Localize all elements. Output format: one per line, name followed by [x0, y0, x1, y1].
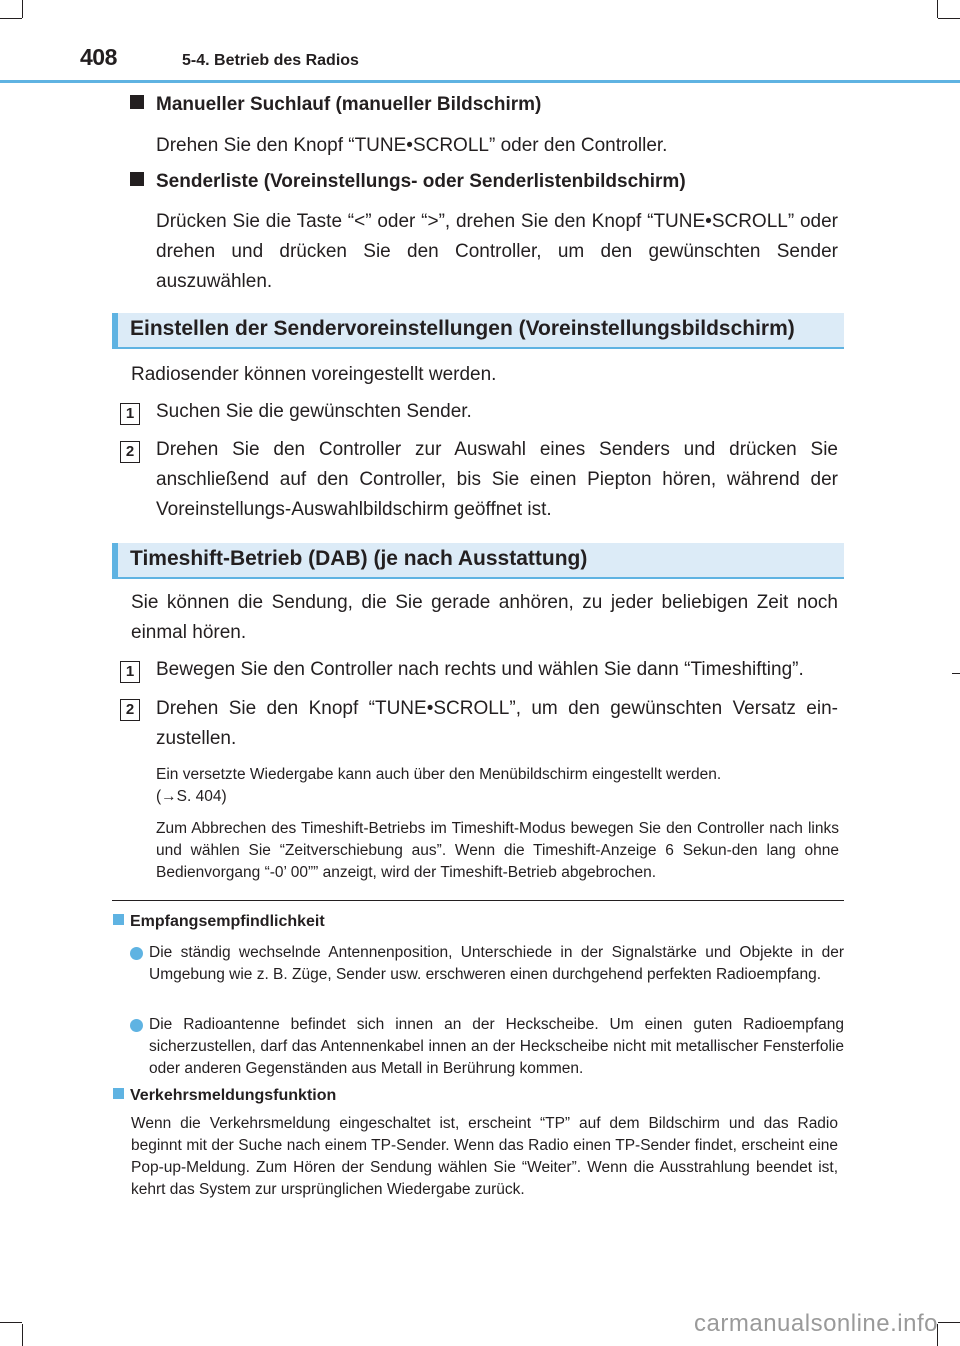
- page-reference: (→S. 404): [156, 788, 227, 805]
- manual-search-text: Drehen Sie den Knopf “TUNE•SCROLL” oder den Controller.: [156, 135, 668, 156]
- traffic-heading: [113, 1087, 336, 1105]
- presets-banner-title: Einstellen der Sendervoreinstellungen (Voreinstellungsbildschirm): [130, 317, 795, 340]
- timeshift-note-1: [156, 764, 846, 808]
- timeshift-intro: Sie können die Sendung, die Sie gerade anhören, zu jeder beliebigen Zeit noch einmal hören.: [131, 592, 838, 643]
- timeshift-banner: [112, 543, 844, 579]
- timeshift-banner-title: Timeshift-Betrieb (DAB) (je nach Ausstattung): [130, 547, 588, 570]
- timeshift-note-1-line-1: Ein versetzte Wiedergabe kann auch über den Menübildschirm eingestellt werden.: [156, 766, 722, 783]
- traffic-heading-text: Verkehrsmeldungsfunktion: [130, 1087, 337, 1104]
- bullet-dot-icon: [130, 947, 143, 960]
- reception-heading: [113, 913, 325, 931]
- station-list-heading-text: Senderliste (Voreinstellungs- oder Senderlistenbildschirm): [156, 171, 686, 192]
- reception-bullet-1: Die ständig wechselnde Antennenposition, Unterschiede in der Signalstärke und Objekte in der Umgebung wie z. B. Züge, Sender usw. erschweren einen durchgehend perfekten Radioempfang.: [149, 944, 844, 983]
- crop-mark: [938, 18, 960, 19]
- step-number: 2: [120, 441, 140, 463]
- presets-intro: Radiosender können voreingestellt werden.: [131, 364, 497, 385]
- section-divider: [112, 900, 844, 901]
- square-bullet-icon: [130, 95, 144, 109]
- presets-banner: [112, 313, 844, 349]
- crop-mark: [938, 1322, 960, 1323]
- reception-heading-text: Empfangsempfindlichkeit: [130, 913, 325, 930]
- timeshift-note-2: Zum Abbrechen des Timeshift-Betriebs im Timeshift-Modus bewegen Sie den Controller nach links und wählen Sie “Zeitverschiebung aus”. Wenn die Timeshift-Anzeige 6 Sekun-den lang ohne Bedienvorgang “-0’ 00”” anzeigt, wird der Timeshift-Betrieb abgebrochen.: [156, 820, 839, 881]
- crop-mark: [22, 1324, 23, 1346]
- crop-mark: [0, 1322, 22, 1323]
- station-list-heading: [130, 171, 686, 193]
- square-bullet-icon: [113, 1088, 124, 1099]
- header-rule: [0, 80, 960, 83]
- step-number: 1: [120, 403, 140, 425]
- presets-step-2: Drehen Sie den Controller zur Auswahl eines Senders und drücken Sie anschließend auf den Controller, bis Sie einen Piepton hören, während der Voreinstellungs-Auswahlbildschirm geöffnet ist.: [156, 439, 838, 520]
- square-bullet-icon: [113, 914, 124, 925]
- presets-step-1: Suchen Sie die gewünschten Sender.: [156, 401, 472, 422]
- crop-mark: [22, 0, 23, 18]
- page-number: 408: [80, 44, 117, 70]
- step-number: 1: [120, 661, 140, 683]
- timeshift-step-2: Drehen Sie den Knopf “TUNE•SCROLL”, um den gewünschten Versatz ein-zustellen.: [156, 698, 838, 749]
- step-number: 2: [120, 699, 140, 721]
- manual-search-heading: [130, 94, 541, 116]
- square-bullet-icon: [130, 172, 144, 186]
- crop-mark: [0, 18, 22, 19]
- reception-bullet-2: Die Radioantenne befindet sich innen an der Heckscheibe. Um einen guten Radioempfang sicherzustellen, darf das Antennenkabel innen an der Heckscheibe nicht mit metallischer Fensterfolie oder anderen Gegenständen aus Metall in Berührung kommen.: [149, 1016, 844, 1077]
- manual-search-heading-text: Manueller Suchlauf (manueller Bildschirm): [156, 94, 542, 115]
- crop-mark: [937, 0, 938, 18]
- timeshift-step-1: Bewegen Sie den Controller nach rechts und wählen Sie dann “Timeshifting”.: [156, 659, 804, 680]
- station-list-text: Drücken Sie die Taste “<” oder “>”, drehen Sie den Knopf “TUNE•SCROLL” oder drehen und drücken Sie den Controller, um den gewünschten Sender auszuwählen.: [156, 211, 838, 292]
- section-title: 5-4. Betrieb des Radios: [182, 52, 359, 69]
- watermark: carmanualsonline.info: [694, 1310, 938, 1337]
- bullet-dot-icon: [130, 1019, 143, 1032]
- traffic-text: Wenn die Verkehrsmeldung eingeschaltet ist, erscheint “TP” auf dem Bildschirm und das Radio beginnt mit der Suche nach einem TP-Sender. Wenn das Radio einen TP-Sender findet, erscheint eine Pop-up-Meldung. Zum Hören der Sendung wählen Sie “Weiter”. Wenn die Ausstrahlung beendet ist, kehrt das System zur ursprünglichen Wiedergabe zurück.: [131, 1115, 838, 1198]
- crop-mark: [952, 673, 960, 674]
